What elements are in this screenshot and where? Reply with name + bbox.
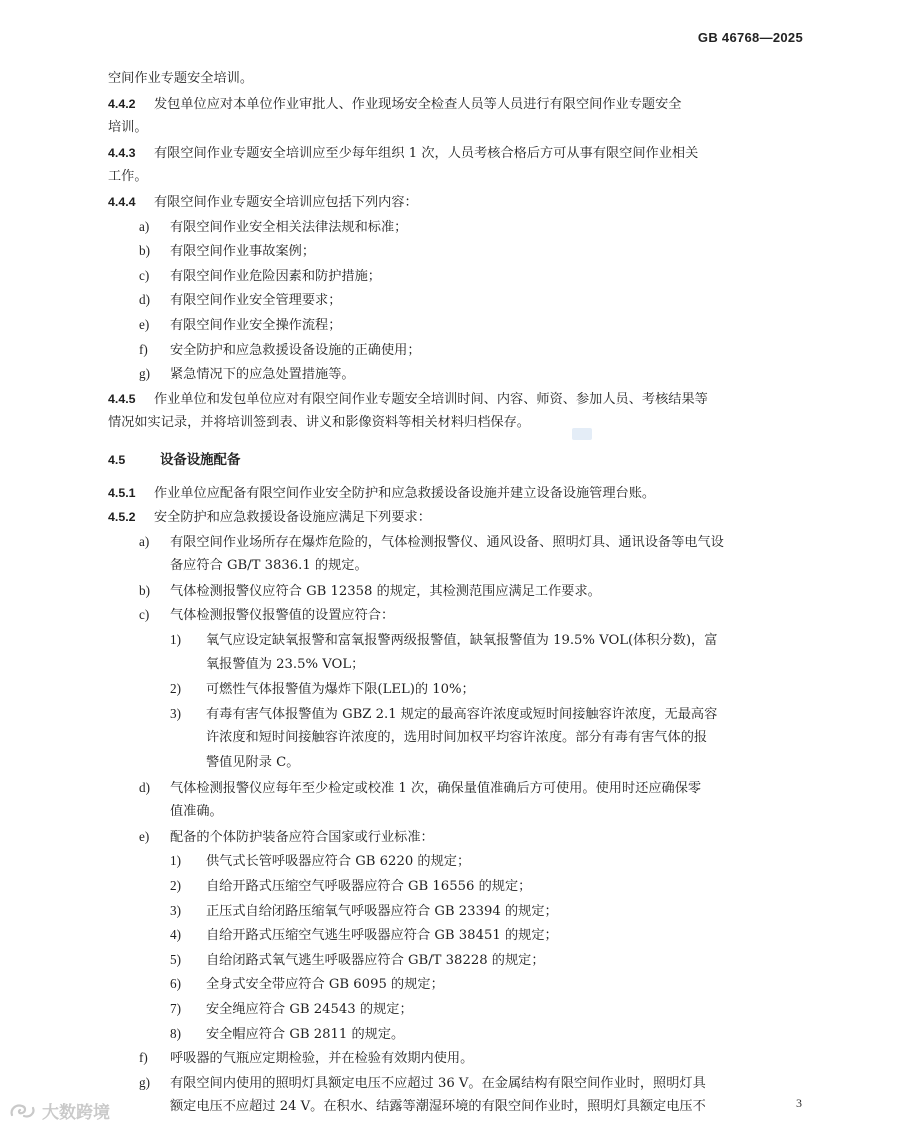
list-item: d) 有限空间作业安全管理要求； bbox=[139, 292, 342, 309]
sub-list-item: 3) 正压式自给闭路压缩氧气呼吸器应符合 GB 23394 的规定； bbox=[170, 902, 558, 919]
sub-list-item: 8) 安全帽应符合 GB 2811 的规定。 bbox=[170, 1025, 405, 1042]
clause-number: 4.5.2 bbox=[108, 510, 136, 525]
standard-number: GB 46768—2025 bbox=[697, 30, 803, 45]
sub-list-item-continuation: 氧报警值为 23.5% VOL； bbox=[206, 656, 365, 672]
watermark-text: 大数跨境 bbox=[42, 1103, 110, 1123]
list-item: b) 气体检测报警仪应符合 GB 12358 的规定，其检测范围应满足工作要求。 bbox=[139, 582, 601, 599]
clause-4-4-3: 4.4.3 有限空间作业专题安全培训应至少每年组织 1 次，人员考核合格后方可从事有限空间作业相关 bbox=[108, 141, 805, 166]
sub-list-item: 4) 自给开路式压缩空气逃生呼吸器应符合 GB 38451 的规定； bbox=[170, 927, 558, 944]
clause-4-4-5: 4.4.5 作业单位和发包单位应对有限空间作业专题安全培训时间、内容、师资、参加人员、考核结果等 bbox=[108, 387, 805, 412]
list-item: a) 有限空间作业安全相关法律法规和标准； bbox=[139, 218, 408, 235]
text-line: 情况如实记录，并将培训签到表、讲义和影像资料等相关材料归档保存。 bbox=[108, 415, 530, 431]
list-item-continuation: 备应符合 GB/T 3836.1 的规定。 bbox=[170, 558, 368, 574]
page-number: 3 bbox=[796, 1096, 802, 1110]
clause-4-5-1: 4.5.1 作业单位应配备有限空间作业安全防护和应急救援设备设施并建立设备设施管理台账。 bbox=[108, 481, 805, 506]
list-item: c) 气体检测报警仪报警值的设置应符合： bbox=[139, 607, 395, 624]
clause-4-4-4: 4.4.4 有限空间作业专题安全培训应包括下列内容： bbox=[108, 190, 805, 215]
list-item-continuation: 值准确。 bbox=[170, 804, 223, 820]
sub-list-item-continuation: 警值见附录 C。 bbox=[206, 755, 300, 771]
clause-number: 4.4.4 bbox=[108, 194, 136, 209]
section-heading-4-5 bbox=[108, 448, 805, 473]
list-item: a) 有限空间作业场所存在爆炸危险的，气体检测报警仪、通风设备、照明灯具、通讯设备等电气设 bbox=[139, 533, 724, 550]
list-item: d) 气体检测报警仪应每年至少检定或校准 1 次，确保量值准确后方可使用。使用时还应确保零 bbox=[139, 779, 702, 796]
clause-4-4-2: 4.4.2 发包单位应对本单位作业审批人、作业现场安全检查人员等人员进行有限空间作业专题安全 bbox=[108, 92, 805, 117]
sub-list-item-continuation: 许浓度和短时间接触容许浓度的，选用时间加权平均容许浓度。部分有毒有害气体的报 bbox=[206, 730, 708, 746]
sub-list-item: 5) 自给闭路式氧气逃生呼吸器应符合 GB/T 38228 的规定； bbox=[170, 951, 545, 968]
document-body bbox=[108, 67, 805, 1120]
list-item: e) 有限空间作业安全操作流程； bbox=[139, 316, 342, 333]
watermark bbox=[8, 1098, 110, 1123]
text-line: 培训。 bbox=[108, 120, 148, 136]
sub-list-item: 1) 氧气应设定缺氧报警和富氧报警两级报警值，缺氧报警值为 19.5% VOL(体积分数)，富 bbox=[170, 632, 718, 649]
list-item: f) 呼吸器的气瓶应定期检验，并在检验有效期内使用。 bbox=[139, 1050, 474, 1067]
text-line: 工作。 bbox=[108, 169, 148, 185]
section-title: 设备设施配备 bbox=[160, 452, 241, 468]
sub-list-item: 6) 全身式安全带应符合 GB 6095 的规定； bbox=[170, 976, 444, 993]
sub-list-item: 2) 可燃性气体报警值为爆炸下限(LEL)的 10%； bbox=[170, 681, 475, 698]
clause-number: 4.4.3 bbox=[108, 145, 136, 160]
logo-swirl-icon bbox=[8, 1101, 38, 1121]
sub-list-item: 2) 自给开路式压缩空气呼吸器应符合 GB 16556 的规定； bbox=[170, 878, 532, 894]
text-line: 空间作业专题安全培训。 bbox=[108, 71, 254, 86]
sub-list-item: 7) 安全绳应符合 GB 24543 的规定； bbox=[170, 1000, 413, 1017]
list-item: c) 有限空间作业危险因素和防护措施； bbox=[139, 267, 381, 284]
clause-number: 4.5.1 bbox=[108, 485, 136, 500]
clause-4-5-2: 4.5.2 安全防护和应急救援设备设施应满足下列要求： bbox=[108, 505, 805, 530]
list-item: f) 安全防护和应急救援设备设施的正确使用； bbox=[139, 341, 421, 358]
list-item: e) 配备的个体防护装备应符合国家或行业标准： bbox=[139, 828, 434, 845]
list-item: g) 有限空间内使用的照明灯具额定电压不应超过 36 V。在金属结构有限空间作业时，照明灯具 bbox=[139, 1074, 706, 1091]
list-item: g) 紧急情况下的应急处置措施等。 bbox=[139, 366, 355, 383]
section-number: 4.5 bbox=[108, 452, 126, 467]
list-item-continuation: 额定电压不应超过 24 V。在积水、结露等潮湿环境的有限空间作业时，照明灯具额定电压不 bbox=[170, 1099, 706, 1115]
clause-number: 4.4.5 bbox=[108, 391, 136, 406]
sub-list-item: 3) 有毒有害气体报警值为 GBZ 2.1 规定的最高容许浓度或短时间接触容许浓度，无最高容 bbox=[170, 705, 718, 722]
clause-number: 4.4.2 bbox=[108, 96, 136, 111]
list-item: b) 有限空间作业事故案例； bbox=[139, 243, 316, 260]
sub-list-item: 1) 供气式长管呼吸器应符合 GB 6220 的规定； bbox=[170, 853, 471, 870]
